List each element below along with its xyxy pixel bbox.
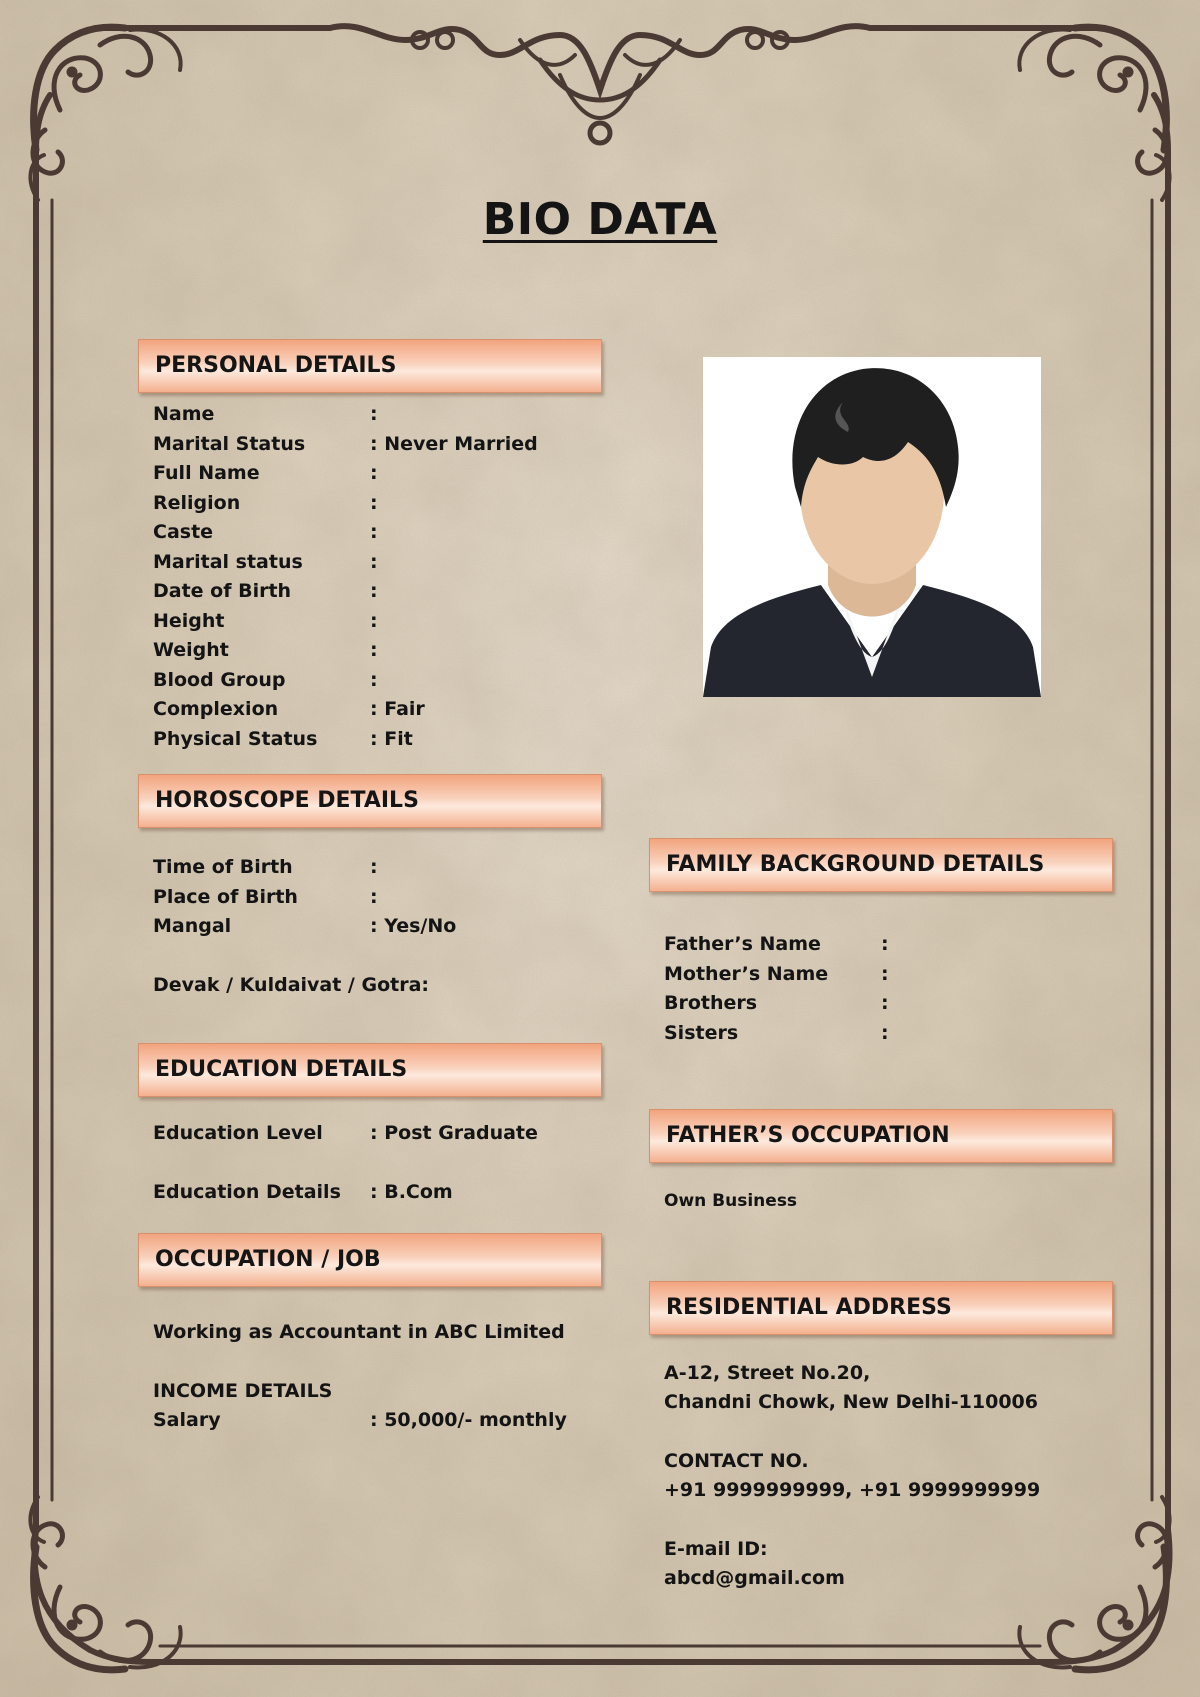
row-label: Father’s Name [664,933,821,955]
row-label: Name [153,403,215,425]
row-label: Caste [153,521,214,543]
section-header-personal [138,339,602,393]
job-description: Working as Accountant in ABC Limited [153,1321,565,1343]
section-title: FAMILY BACKGROUND DETAILS [666,852,1045,877]
row-label: Education Level [153,1122,323,1144]
row-label: Complexion [153,698,279,720]
row-value: : [370,856,378,878]
row-label: Mother’s Name [664,962,829,985]
contact-label: CONTACT NO. [664,1450,809,1472]
row-value: : Never Married [370,432,538,455]
email-label: E-mail ID: [664,1538,768,1560]
row-label: Height [153,609,225,632]
section-title: OCCUPATION / JOB [155,1247,381,1272]
row-value: : [370,521,378,543]
row-label: Education Details [153,1181,341,1203]
row-label: Blood Group [153,668,286,691]
address-line-2: Chandni Chowk, New Delhi-110006 [664,1391,1038,1413]
row-value: : [370,639,378,661]
row-label: Time of Birth [153,856,293,878]
row-label: Mangal [153,915,232,937]
profile-avatar-icon [703,357,1041,697]
section-header-horoscope [138,774,602,828]
section-title: FATHER’S OCCUPATION [666,1123,950,1148]
section-header-father-occupation [649,1109,1113,1163]
section-title: HOROSCOPE DETAILS [155,788,419,813]
row-label: Brothers [664,992,758,1014]
salary-value: : 50,000/- monthly [370,1409,567,1431]
row-label: Marital Status [153,432,306,455]
row-label: Date of Birth [153,580,292,602]
row-value: : [881,1021,889,1044]
row-label: Physical Status [153,727,318,750]
row-value: : [881,933,889,955]
row-value: : [370,403,378,425]
section-header-address [649,1281,1113,1335]
row-value: : [370,668,378,691]
row-label: Place of Birth [153,885,298,908]
address-line-1: A-12, Street No.20, [664,1362,871,1384]
salary-label: Salary [153,1409,221,1431]
row-label: Full Name [153,462,260,484]
row-value: : [881,962,889,985]
section-header-education [138,1043,602,1097]
contact-value: +91 9999999999, +91 9999999999 [664,1479,1041,1501]
row-value: : [370,462,378,484]
gotra-label: Devak / Kuldaivat / Gotra: [153,974,430,996]
row-value: : [370,609,378,632]
row-value: : Yes/No [370,915,457,937]
row-value: : [881,992,889,1014]
row-label: Sisters [664,1021,739,1044]
row-value: : B.Com [370,1181,453,1203]
row-value: : [370,550,378,573]
section-title: PERSONAL DETAILS [155,353,397,378]
row-label: Weight [153,639,229,661]
page-title: BIO DATA [482,194,718,245]
row-value: : [370,491,378,514]
section-header-family [649,838,1113,892]
row-value: : Fair [370,698,425,720]
row-value: : [370,580,378,602]
section-header-occupation [138,1233,602,1287]
profile-photo [703,357,1041,697]
income-heading: INCOME DETAILS [153,1380,333,1402]
row-value: : Post Graduate [370,1122,538,1144]
father-occupation-value: Own Business [664,1191,798,1211]
section-title: RESIDENTIAL ADDRESS [666,1295,952,1320]
email-value: abcd@gmail.com [664,1567,845,1589]
section-title: EDUCATION DETAILS [155,1057,408,1082]
row-value: : [370,885,378,908]
row-label: Religion [153,491,241,514]
row-label: Marital status [153,550,303,573]
row-value: : Fit [370,727,413,750]
